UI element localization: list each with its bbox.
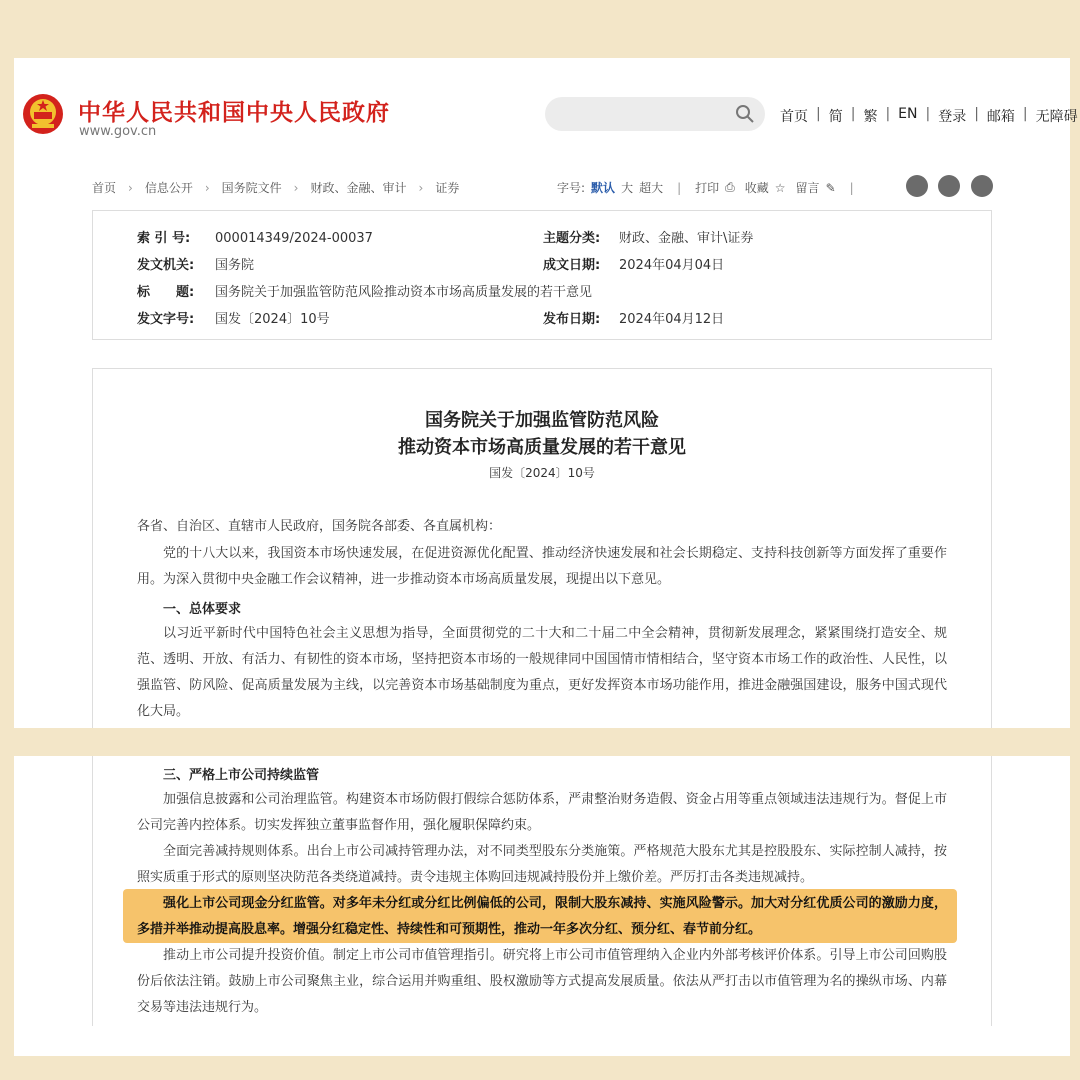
meta-issuer: 发文机关: 国务院 (137, 258, 255, 273)
document-title-line2: 推动资本市场高质量发展的若干意见 (398, 437, 686, 458)
meta-doc-number: 发文字号: 国发〔2024〕10号 (137, 312, 330, 327)
star-icon[interactable]: ☆ (774, 180, 786, 195)
nav-link-login[interactable]: 登录 (938, 109, 967, 125)
section3-paragraph-1: 加强信息披露和公司治理监管。构建资本市场防假打假综合惩防体系，严肃整治财务造假、资金占用等重点领域违法违规行为。督促上市公司完善内控体系。切实发挥独立董事监督作用，强化履职保障约束。 (137, 792, 947, 833)
breadcrumb-info[interactable]: 信息公开 (144, 181, 193, 195)
nav-link-mail[interactable]: 邮箱 (986, 109, 1015, 125)
nav-link-traditional[interactable]: 繁 (863, 109, 878, 125)
section3-paragraph-3-highlighted: 强化上市公司现金分红监管。对多年未分红或分红比例偏低的公司，限制大股东减持、实施风险警示。加大对分红优质公司的激励力度，多措并举推动提高股息率。增强分红稳定性、持续性和可预期性，推动一年多次分红、预分红、春节前分红。 (137, 896, 947, 937)
font-size-default[interactable]: 默认 (591, 181, 616, 195)
breadcrumb-securities[interactable]: 证券 (435, 181, 460, 195)
section3-heading: 三、严格上市公司持续监管 (163, 768, 320, 783)
print-button[interactable]: 打印 (695, 181, 720, 195)
section1-paragraph: 以习近平新时代中国特色社会主义思想为指导，全面贯彻党的二十大和二十届二中全会精神，贯彻新发展理念，紧紧围绕打造安全、规范、透明、开放、有活力、有韧性的资本市场，坚持把资本市场的一般规律同中国国情市情相结合，坚守资本市场工作的政治性、人民性，以强监管、防风险、促高质量发展为主线，以完善资本市场基础制度为重点，更好发挥资本市场功能作用，推进金融强国建设，服务中国式现代化大局。 (137, 626, 947, 719)
meta-title: 标 题: 国务院关于加强监管防范风险推动资本市场高质量发展的若干意见 (137, 285, 593, 300)
comment-button[interactable]: 留言 (795, 181, 820, 195)
meta-created-date: 成文日期: 2024年04月04日 (543, 258, 725, 273)
breadcrumb-home[interactable]: 首页 (92, 181, 117, 195)
meta-published-date: 发布日期: 2024年04月12日 (543, 312, 725, 327)
national-emblem-icon[interactable] (22, 92, 64, 136)
weibo-icon[interactable] (906, 175, 928, 197)
nav-link-english[interactable]: EN (898, 106, 918, 122)
font-size-large[interactable]: 大 (621, 181, 634, 195)
breadcrumb: 首页 › 信息公开 › 国务院文件 › 财政、金融、审计 › 证券 (92, 180, 460, 195)
section3-paragraph-2: 全面完善减持规则体系。出台上市公司减持管理办法，对不同类型股东分类施策。严格规范大股东尤其是控股股东、实际控制人减持，按照实质重于形式的原则坚决防范各类绕道减持。责令违规主体购回违规减持股份并上缴价差。严厉打击各类违规减持。 (137, 844, 947, 885)
salutation: 各省、自治区、直辖市人民政府，国务院各部委、各直属机构： (137, 519, 502, 534)
font-size-xlarge[interactable]: 超大 (639, 181, 664, 195)
search-input[interactable] (545, 97, 765, 131)
breadcrumb-finance[interactable]: 财政、金融、审计 (310, 181, 407, 195)
print-icon[interactable]: ⎙ (725, 180, 735, 194)
section3-paragraph-4: 推动上市公司提升投资价值。制定上市公司市值管理指引。研究将上市公司市值管理纳入企业内外部考核评价体系。引导上市公司回购股份后依法注销。鼓励上市公司聚焦主业，综合运用并购重组、股权激励等方式提高发展质量。依法从严打击以市值管理为名的操纵市场、内幕交易等违法违规行为。 (137, 948, 947, 1015)
intro-paragraph: 党的十八大以来，我国资本市场快速发展，在促进资源优化配置、推动经济快速发展和社会长期稳定、支持科技创新等方面发挥了重要作用。为深入贯彻中央金融工作会议精神，进一步推动资本市场高质量发展，现提出以下意见。 (137, 546, 947, 587)
site-title[interactable]: 中华人民共和国中央人民政府 (78, 100, 390, 126)
page-tools: 字号: 默认 大 超大 | 打印 ⎙ 收藏 ☆ 留言 ✎ | (557, 180, 854, 195)
nav-link-accessibility[interactable]: 无障碍 (1035, 109, 1078, 125)
document-title-line1: 国务院关于加强监管防范风险 (425, 410, 659, 431)
font-size-label: 字号: (557, 181, 586, 195)
breadcrumb-documents[interactable]: 国务院文件 (221, 181, 282, 195)
site-url: www.gov.cn (79, 124, 157, 139)
document-number: 国发〔2024〕10号 (489, 466, 595, 480)
meta-category: 主题分类: 财政、金融、审计\证券 (543, 231, 754, 246)
pencil-icon[interactable]: ✎ (825, 180, 836, 195)
wechat-icon[interactable] (938, 175, 960, 197)
top-nav-links: 首页 | 简 | 繁 | EN | 登录 | 邮箱 | 无障碍 (780, 106, 1078, 125)
meta-index: 索 引 号: 000014349/2024-00037 (137, 231, 373, 246)
nav-link-simplified[interactable]: 简 (828, 109, 843, 125)
nav-link-home[interactable]: 首页 (780, 109, 808, 125)
favorite-button[interactable]: 收藏 (744, 181, 769, 195)
section1-heading: 一、总体要求 (163, 602, 242, 617)
search-icon[interactable] (735, 104, 755, 124)
favorite-star-icon[interactable] (971, 175, 993, 197)
